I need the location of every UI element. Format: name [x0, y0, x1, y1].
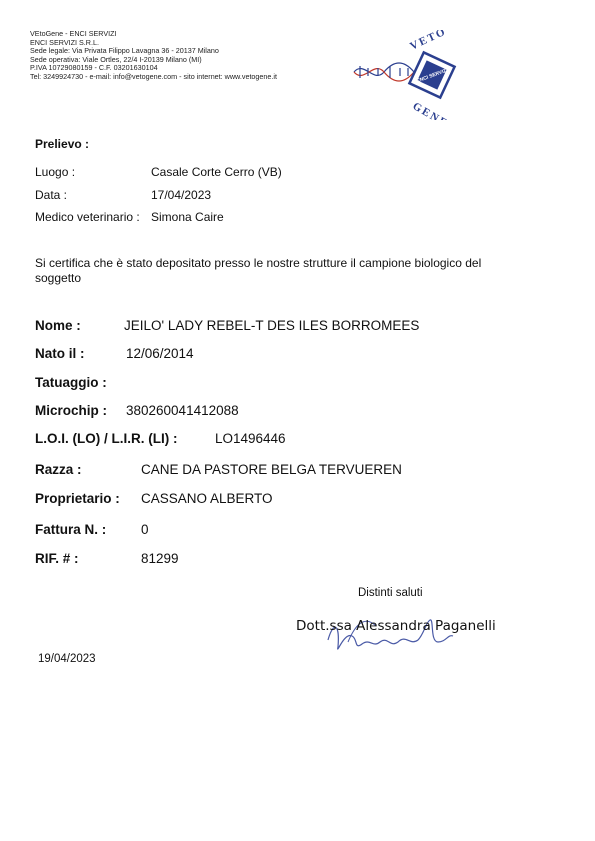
- company-line: VEtoGene - ENCI SERVIZI: [30, 29, 117, 38]
- rif-value: 81299: [141, 551, 179, 566]
- vetogene-logo: [350, 30, 468, 120]
- medico-value: Simona Caire: [151, 210, 224, 224]
- proprietario-value: CASSANO ALBERTO: [141, 491, 273, 506]
- svg-text:GENE: GENE: [410, 100, 451, 120]
- microchip-value: 380260041412088: [126, 403, 239, 418]
- nome-value: JEILO' LADY REBEL-T DES ILES BORROMEES: [124, 318, 420, 333]
- data-value: 17/04/2023: [151, 188, 212, 202]
- tatuaggio-label: Tatuaggio :: [35, 375, 107, 390]
- razza-label: Razza :: [35, 462, 82, 477]
- svg-text:VETO: VETO: [408, 30, 449, 53]
- loi-value: LO1496446: [215, 431, 286, 446]
- data-label: Data :: [35, 188, 68, 202]
- razza-value: CANE DA PASTORE BELGA TERVUEREN: [141, 462, 402, 477]
- luogo-label: Luogo :: [35, 165, 76, 179]
- document-date: 19/04/2023: [38, 653, 96, 665]
- prelievo-title: Prelievo :: [35, 137, 90, 151]
- fattura-value: 0: [141, 522, 149, 537]
- dna-helix-icon: [354, 63, 414, 81]
- certificate-line-2: soggetto: [35, 271, 82, 285]
- svg-text:ENCI SERVIZI: ENCI SERVIZI: [415, 67, 449, 85]
- luogo-value: Casale Corte Cerro (VB): [151, 165, 282, 179]
- company-line: Sede operativa: Viale Ortles, 22/4 I-20139 Milano (MI): [30, 54, 202, 64]
- company-info: [30, 30, 277, 82]
- company-line: Sede legale: Via Privata Filippo Lavagna 36 - 20137 Milano: [30, 46, 219, 56]
- signer-name: Dott.ssa Alessandra Paganelli: [296, 618, 496, 634]
- nato-label: Nato il :: [35, 346, 85, 361]
- nato-value: 12/06/2014: [126, 346, 194, 361]
- certificate-line-1: Si certifica che è stato depositato presso le nostre strutture il campione biologico del: [35, 256, 482, 270]
- medico-label: Medico veterinario :: [35, 210, 140, 224]
- microchip-label: Microchip :: [35, 403, 108, 418]
- greeting: Distinti saluti: [358, 587, 423, 599]
- loi-label: L.O.I. (LO) / L.I.R. (LI) :: [35, 431, 178, 446]
- proprietario-label: Proprietario :: [35, 491, 120, 506]
- company-line: P.IVA 10729080159 - C.F. 03201630104: [30, 63, 158, 73]
- rif-label: RIF. # :: [35, 551, 79, 566]
- fattura-label: Fattura N. :: [35, 522, 107, 537]
- company-line: Tel: 3249924730 - e-mail: info@vetogene.com - sito internet: www.vetogene.it: [30, 71, 278, 81]
- certificate-text: [35, 256, 481, 286]
- company-line: ENCI SERVIZI S.R.L.: [30, 37, 99, 47]
- nome-label: Nome :: [35, 318, 81, 333]
